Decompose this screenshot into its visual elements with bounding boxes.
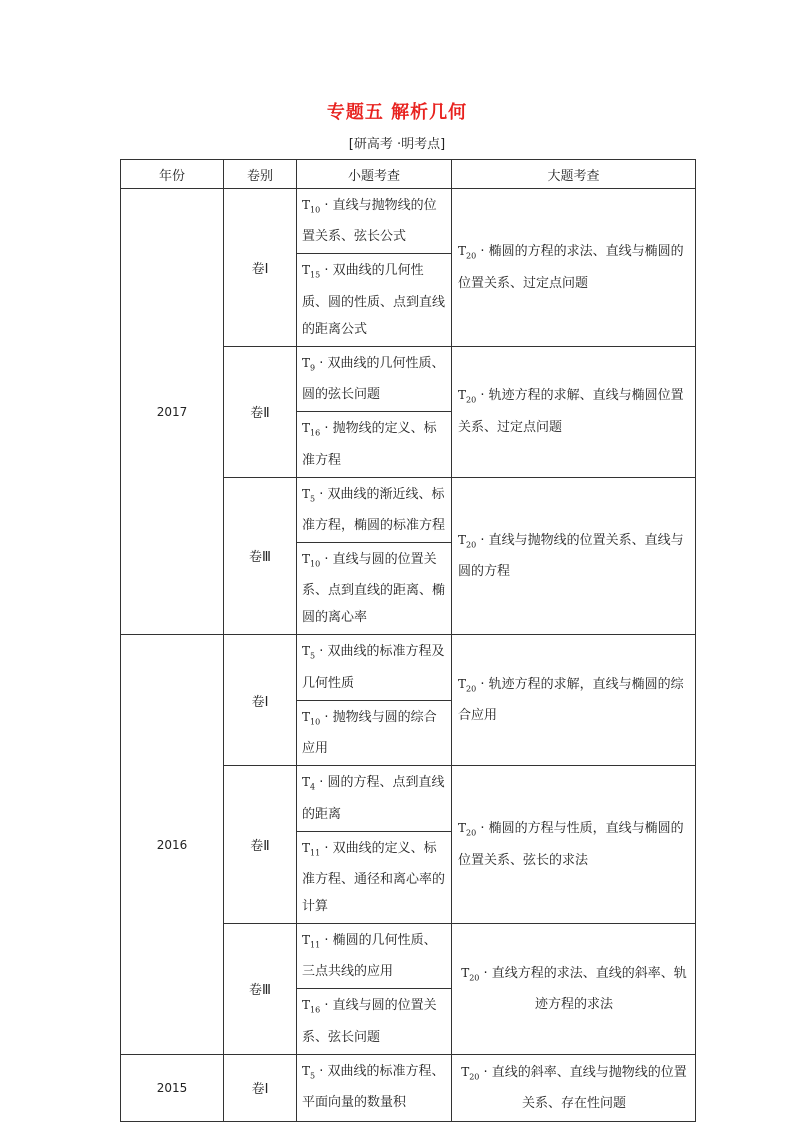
small-questions-cell	[297, 923, 452, 1054]
year-cell: 2016	[121, 635, 224, 1054]
table-row	[121, 189, 696, 347]
small-questions-cell	[297, 635, 452, 766]
volume-cell: 卷Ⅱ	[224, 766, 297, 924]
volume-cell: 卷Ⅱ	[224, 346, 297, 477]
question-code: $T_{20}$	[458, 677, 477, 694]
volume-cell: 卷Ⅰ	[224, 635, 297, 766]
small-question-item: $T_5$ · 双曲线的标准方程及几何性质	[302, 644, 445, 691]
table-row	[121, 635, 696, 766]
big-question-cell: $T_{20}$ · 直线的斜率、直线与抛物线的位置关系、存在性问题	[452, 1054, 696, 1121]
table-header-row	[121, 160, 696, 189]
exam-table	[120, 159, 696, 1122]
question-code: $T_4$	[302, 775, 316, 792]
big-question-cell: $T_{20}$ · 轨迹方程的求解，直线与椭圆的综合应用	[452, 635, 696, 766]
big-question-cell: $T_{20}$ · 轨迹方程的求解、直线与椭圆位置关系、过定点问题	[452, 346, 696, 477]
small-questions-cell	[297, 1054, 452, 1121]
small-question-item: $T_5$ · 双曲线的标准方程、平面向量的数量积	[302, 1063, 445, 1111]
year-cell: 2015	[121, 1054, 224, 1121]
small-questions-cell	[297, 477, 452, 635]
small-questions-cell	[297, 766, 452, 924]
small-questions-cell	[297, 189, 452, 347]
question-code: $T_{16}$	[302, 998, 321, 1015]
small-question-item: $T_4$ · 圆的方程、点到直线的距离	[302, 775, 445, 822]
question-code: $T_{10}$	[302, 551, 321, 569]
volume-cell: 卷Ⅲ	[224, 477, 297, 635]
page-subtitle: [研高考 ·明考点]	[348, 137, 446, 152]
small-question-item: $T_{16}$ · 抛物线的定义、标准方程	[297, 411, 451, 476]
question-code: $T_5$	[302, 1063, 316, 1081]
table-row	[121, 1054, 696, 1121]
header-volume: 卷别	[224, 160, 297, 189]
question-code: $T_{10}$	[302, 709, 321, 727]
question-code: $T_{10}$	[302, 198, 321, 215]
big-question-cell: $T_{20}$ · 直线与抛物线的位置关系、直线与圆的方程	[452, 477, 696, 635]
header-big-questions: 大题考查	[452, 160, 696, 189]
question-code: $T_{20}$	[461, 965, 480, 982]
question-code: $T_5$	[302, 486, 316, 503]
small-question-item: $T_{11}$ · 双曲线的定义、标准方程、通径和离心率的计算	[297, 831, 451, 923]
header-small-questions: 小题考查	[297, 160, 452, 189]
big-question-cell: $T_{20}$ · 直线方程的求法、直线的斜率、轨迹方程的求法	[452, 923, 696, 1054]
volume-cell: 卷Ⅰ	[224, 189, 297, 347]
question-code: $T_{20}$	[461, 1064, 480, 1082]
small-question-item: $T_{10}$ · 直线与抛物线的位置关系、弦长公式	[302, 198, 437, 245]
volume-cell: 卷Ⅰ	[224, 1054, 297, 1121]
small-question-item: $T_{16}$ · 直线与圆的位置关系、弦长问题	[297, 988, 451, 1053]
question-code: $T_{20}$	[458, 821, 477, 838]
small-question-item: $T_{10}$ · 直线与圆的位置关系、点到直线的距离、椭圆的离心率	[297, 542, 451, 634]
volume-cell: 卷Ⅲ	[224, 923, 297, 1054]
question-code: $T_{11}$	[302, 840, 321, 857]
small-question-item: $T_{15}$ · 双曲线的几何性质、圆的性质、点到直线的距离公式	[297, 253, 451, 345]
question-code: $T_{16}$	[302, 421, 321, 438]
small-question-item: $T_5$ · 双曲线的渐近线、标准方程，椭圆的标准方程	[302, 486, 446, 533]
small-question-item: $T_9$ · 双曲线的几何性质、圆的弦长问题	[302, 355, 445, 403]
header-year: 年份	[121, 160, 224, 189]
question-code: $T_9$	[302, 355, 316, 373]
question-code: $T_{20}$	[458, 388, 477, 405]
big-question-cell: $T_{20}$ · 椭圆的方程的求法、直线与椭圆的位置关系、过定点问题	[452, 189, 696, 347]
question-code: $T_{15}$	[302, 263, 321, 280]
small-questions-cell	[297, 346, 452, 477]
page-title: 专题五 解析几何	[326, 102, 468, 123]
small-question-item: $T_{10}$ · 抛物线与圆的综合应用	[297, 700, 451, 765]
question-code: $T_{11}$	[302, 932, 321, 950]
question-code: $T_{20}$	[458, 244, 477, 261]
small-question-item: $T_{11}$ · 椭圆的几何性质、三点共线的应用	[302, 932, 437, 980]
big-question-cell: $T_{20}$ · 椭圆的方程与性质，直线与椭圆的位置关系、弦长的求法	[452, 766, 696, 924]
question-code: $T_5$	[302, 644, 316, 661]
question-code: $T_{20}$	[458, 532, 477, 550]
year-cell: 2017	[121, 189, 224, 635]
